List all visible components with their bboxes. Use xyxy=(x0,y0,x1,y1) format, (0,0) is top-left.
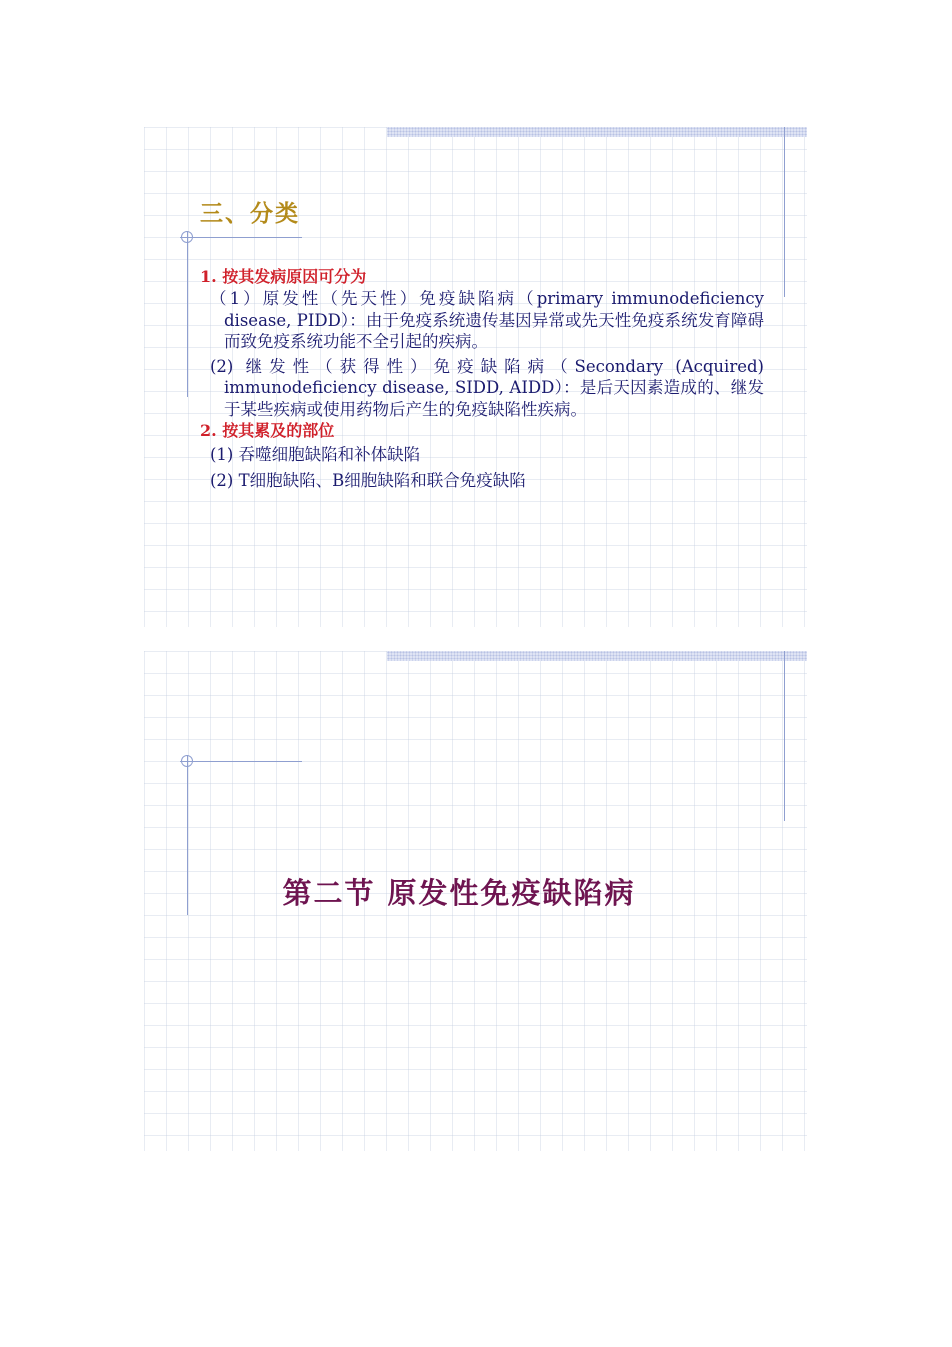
heading-by-site: 2. 按其累及的部位 xyxy=(200,421,335,440)
item-secondary-immunodeficiency: (2) 继发性（获得性）免疫缺陷病（Secondary (Acquired) immunodeficiency disease, SIDD, AIDD）：是后天因素造成的、继发于某些疾病或使用药物后产生的免疫缺陷性疾病。 xyxy=(210,356,764,419)
item-t-b-combined: (2) T细胞缺陷、B细胞缺陷和联合免疫缺陷 xyxy=(210,471,526,490)
slide-section-title xyxy=(144,651,807,1151)
slide-content xyxy=(200,266,764,494)
horizontal-decor-line xyxy=(180,237,302,238)
section-title: 第二节 原发性免疫缺陷病 xyxy=(282,876,636,910)
item-phagocyte-complement: (1) 吞噬细胞缺陷和补体缺陷 xyxy=(210,445,421,464)
right-decor-line xyxy=(784,127,785,297)
horizontal-decor-line xyxy=(180,761,302,762)
slide-title: 三、分类 xyxy=(200,201,300,227)
decor-circle-icon xyxy=(181,755,193,767)
decor-circle-icon xyxy=(181,231,193,243)
slide-top-bar xyxy=(387,127,807,137)
vertical-decor-line xyxy=(187,231,188,397)
slide-top-bar xyxy=(387,651,807,661)
heading-by-cause: 1. 按其发病原因可分为 xyxy=(200,267,367,286)
right-decor-line xyxy=(784,651,785,821)
slide-classification xyxy=(144,127,807,627)
item-primary-immunodeficiency: （1）原发性（先天性）免疫缺陷病（primary immunodeficiency disease, PIDD）：由于免疫系统遗传基因异常或先天性免疫系统发育障碍而致免疫系统功能不全引起的疾病。 xyxy=(210,289,764,351)
